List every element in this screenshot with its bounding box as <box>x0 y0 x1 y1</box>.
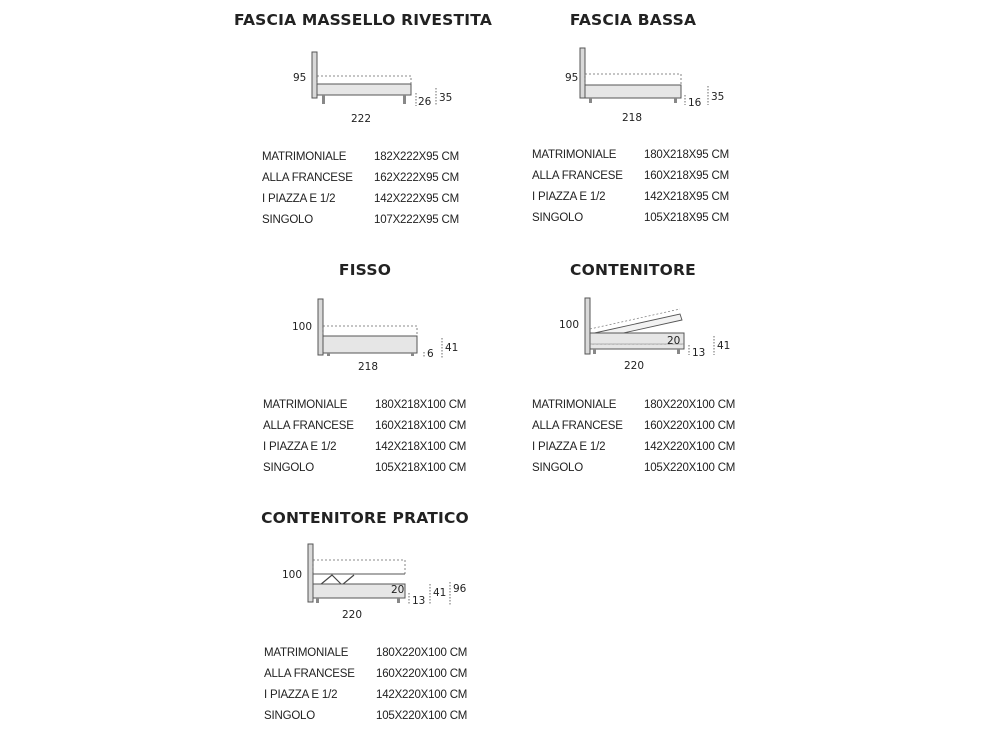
size-dims: 180X220X100 CM <box>644 399 736 411</box>
size-name: ALLA FRANCESE <box>262 172 353 184</box>
bed-side-diagram <box>557 44 737 124</box>
bed-side-diagram <box>280 540 480 625</box>
bed-side-diagram <box>557 292 747 372</box>
size-name: MATRIMONIALE <box>263 399 348 411</box>
size-dims: 142X218X100 CM <box>375 441 467 453</box>
size-name: I PIAZZA E 1/2 <box>532 441 606 453</box>
length-label: 222 <box>351 113 372 125</box>
size-dims: 107X222X95 CM <box>374 214 459 226</box>
size-dims: 105X218X100 CM <box>375 462 467 474</box>
size-name: ALLA FRANCESE <box>263 420 354 432</box>
height-label: 100 <box>282 569 303 581</box>
size-dims: 105X218X95 CM <box>644 212 729 224</box>
clearance-label: 26 <box>418 96 432 108</box>
size-dims: 142X220X100 CM <box>644 441 736 453</box>
size-dims: 160X220X100 CM <box>376 668 468 680</box>
size-name: ALLA FRANCESE <box>532 170 623 182</box>
size-dims: 180X218X95 CM <box>644 149 729 161</box>
clearance-label: 16 <box>688 97 702 109</box>
length-label: 220 <box>342 609 363 621</box>
open-height-label: 96 <box>453 583 467 595</box>
model-title: FASCIA BASSA <box>569 11 697 29</box>
side-height-label: 41 <box>445 342 459 354</box>
size-dims: 182X222X95 CM <box>374 151 459 163</box>
size-name: ALLA FRANCESE <box>532 420 623 432</box>
bed-side-diagram <box>290 295 470 375</box>
size-dims: 180X218X100 CM <box>375 399 467 411</box>
size-name: SINGOLO <box>532 212 584 224</box>
size-dims: 160X220X100 CM <box>644 420 736 432</box>
size-name: I PIAZZA E 1/2 <box>264 689 338 701</box>
inner-height-label: 20 <box>391 584 405 596</box>
clearance-label: 6 <box>427 348 434 360</box>
size-name: MATRIMONIALE <box>532 399 617 411</box>
size-name: I PIAZZA E 1/2 <box>532 191 606 203</box>
inner-height-label: 20 <box>667 335 681 347</box>
height-label: 100 <box>292 321 313 333</box>
height-label: 100 <box>559 319 580 331</box>
size-dims: 142X222X95 CM <box>374 193 459 205</box>
side-height-label: 41 <box>717 340 731 352</box>
clearance-label: 13 <box>412 595 426 607</box>
size-name: MATRIMONIALE <box>532 149 617 161</box>
size-name: SINGOLO <box>263 462 315 474</box>
side-height-label: 35 <box>439 92 453 104</box>
length-label: 220 <box>624 360 645 372</box>
model-title: CONTENITORE <box>570 261 696 279</box>
model-title: CONTENITORE PRATICO <box>261 509 469 527</box>
length-label: 218 <box>622 112 643 124</box>
height-label: 95 <box>565 72 579 84</box>
size-name: SINGOLO <box>264 710 316 722</box>
bed-side-diagram <box>285 48 465 128</box>
size-dims: 142X218X95 CM <box>644 191 729 203</box>
size-dims: 142X220X100 CM <box>376 689 468 701</box>
size-dims: 105X220X100 CM <box>376 710 468 722</box>
length-label: 218 <box>358 361 379 373</box>
size-name: SINGOLO <box>262 214 314 226</box>
model-title: FASCIA MASSELLO RIVESTITA <box>233 11 493 29</box>
size-dims: 160X218X100 CM <box>375 420 467 432</box>
size-dims: 180X220X100 CM <box>376 647 468 659</box>
size-name: MATRIMONIALE <box>264 647 349 659</box>
side-height-label: 35 <box>711 91 725 103</box>
size-name: ALLA FRANCESE <box>264 668 355 680</box>
size-name: SINGOLO <box>532 462 584 474</box>
size-name: I PIAZZA E 1/2 <box>263 441 337 453</box>
size-name: MATRIMONIALE <box>262 151 347 163</box>
size-name: I PIAZZA E 1/2 <box>262 193 336 205</box>
side-height-label: 41 <box>433 587 447 599</box>
size-dims: 160X218X95 CM <box>644 170 729 182</box>
model-title: FISSO <box>338 261 392 279</box>
size-dims: 162X222X95 CM <box>374 172 459 184</box>
size-dims: 105X220X100 CM <box>644 462 736 474</box>
height-label: 95 <box>293 72 307 84</box>
clearance-label: 13 <box>692 347 706 359</box>
